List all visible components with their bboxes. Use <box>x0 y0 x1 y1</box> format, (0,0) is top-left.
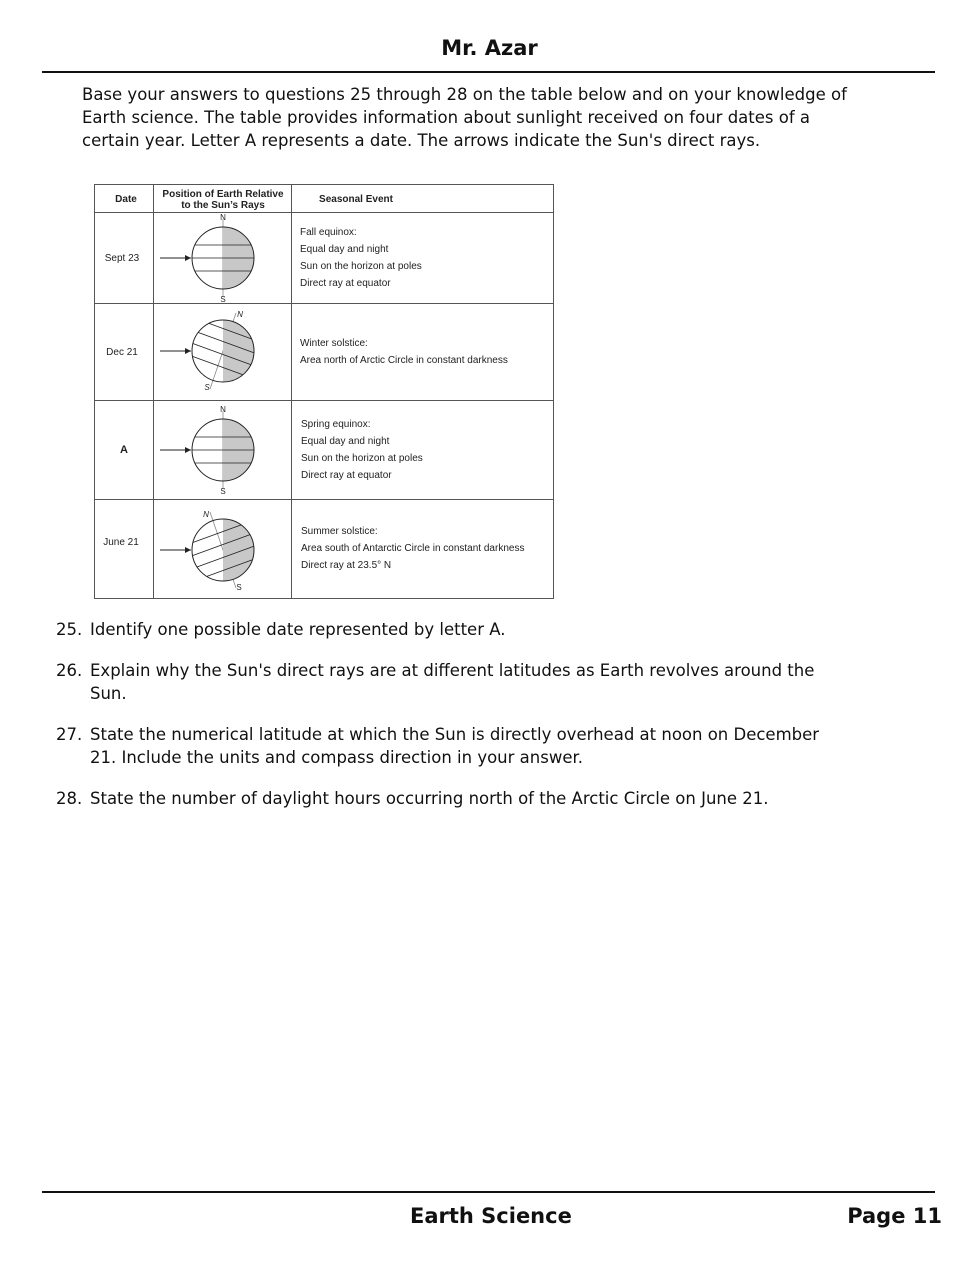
north-pole-label: N <box>203 510 209 519</box>
earth-globe-equinox-icon <box>189 219 263 297</box>
event-line: Winter solstice: <box>300 338 368 349</box>
footer-rule <box>42 1191 935 1193</box>
row-date: Sept 23 <box>104 253 140 264</box>
header-seasonal-event: Seasonal Event <box>319 194 393 205</box>
north-pole-label: N <box>220 405 226 414</box>
south-pole-label: S <box>220 487 226 496</box>
header-position-line1: Position of Earth Relative <box>162 189 284 200</box>
earth-globe-summer-solstice-icon <box>186 512 263 588</box>
event-line: Direct ray at 23.5° N <box>301 560 392 571</box>
header-rule <box>42 71 935 73</box>
row-date-letter-a: A <box>120 444 128 456</box>
question-list <box>56 618 846 828</box>
earth-globe-equinox-icon <box>189 411 263 489</box>
header-position-line2: to the Sun’s Rays <box>181 200 265 211</box>
event-line: Area south of Antarctic Circle in constant darkness <box>301 543 525 554</box>
event-line: Equal day and night <box>301 436 390 447</box>
question-item <box>56 787 846 810</box>
question-number: 26. <box>56 661 83 680</box>
row-date: June 21 <box>103 537 139 548</box>
event-line: Spring equinox: <box>301 419 371 430</box>
page-header-title: Mr. Azar <box>441 36 538 60</box>
event-line: Summer solstice: <box>301 526 378 537</box>
event-line: Fall equinox: <box>300 227 357 238</box>
seasons-table-figure <box>94 184 554 599</box>
event-line: Direct ray at equator <box>301 470 392 481</box>
question-text: State the number of daylight hours occurring north of the Arctic Circle on June 21. <box>90 789 769 808</box>
question-item <box>56 723 846 769</box>
question-item <box>56 659 846 705</box>
question-item <box>56 618 846 641</box>
event-line: Sun on the horizon at poles <box>301 453 423 464</box>
event-line: Sun on the horizon at poles <box>300 261 422 272</box>
row-date: Dec 21 <box>106 347 138 358</box>
question-text: Identify one possible date represented by letter A. <box>90 620 506 639</box>
intro-paragraph: Base your answers to questions 25 through 28 on the table below and on your knowledge of Earth science. The table provides information about sunlight received on four dates of a certain year. Letter A represents a date. The arrows indicate the Sun's direct rays. <box>82 85 847 150</box>
event-line: Direct ray at equator <box>300 278 391 289</box>
event-line: Equal day and night <box>300 244 389 255</box>
question-text: Explain why the Sun's direct rays are at different latitudes as Earth revolves around the Sun. <box>90 661 815 703</box>
south-pole-label: S <box>236 583 242 592</box>
footer-subject: Earth Science <box>410 1204 572 1228</box>
question-number: 25. <box>56 620 83 639</box>
question-number: 27. <box>56 725 83 744</box>
event-line: Area north of Arctic Circle in constant darkness <box>300 355 508 366</box>
north-pole-label: N <box>237 310 243 319</box>
south-pole-label: S <box>204 383 210 392</box>
header-date: Date <box>115 194 137 205</box>
question-number: 28. <box>56 789 83 808</box>
earth-globe-winter-solstice-icon <box>186 313 263 389</box>
footer-page-number: Page 11 <box>847 1204 942 1228</box>
north-pole-label: N <box>220 213 226 222</box>
south-pole-label: S <box>220 295 226 304</box>
question-text: State the numerical latitude at which the Sun is directly overhead at noon on December 21. Include the units and compass direction in your answer. <box>90 725 820 767</box>
